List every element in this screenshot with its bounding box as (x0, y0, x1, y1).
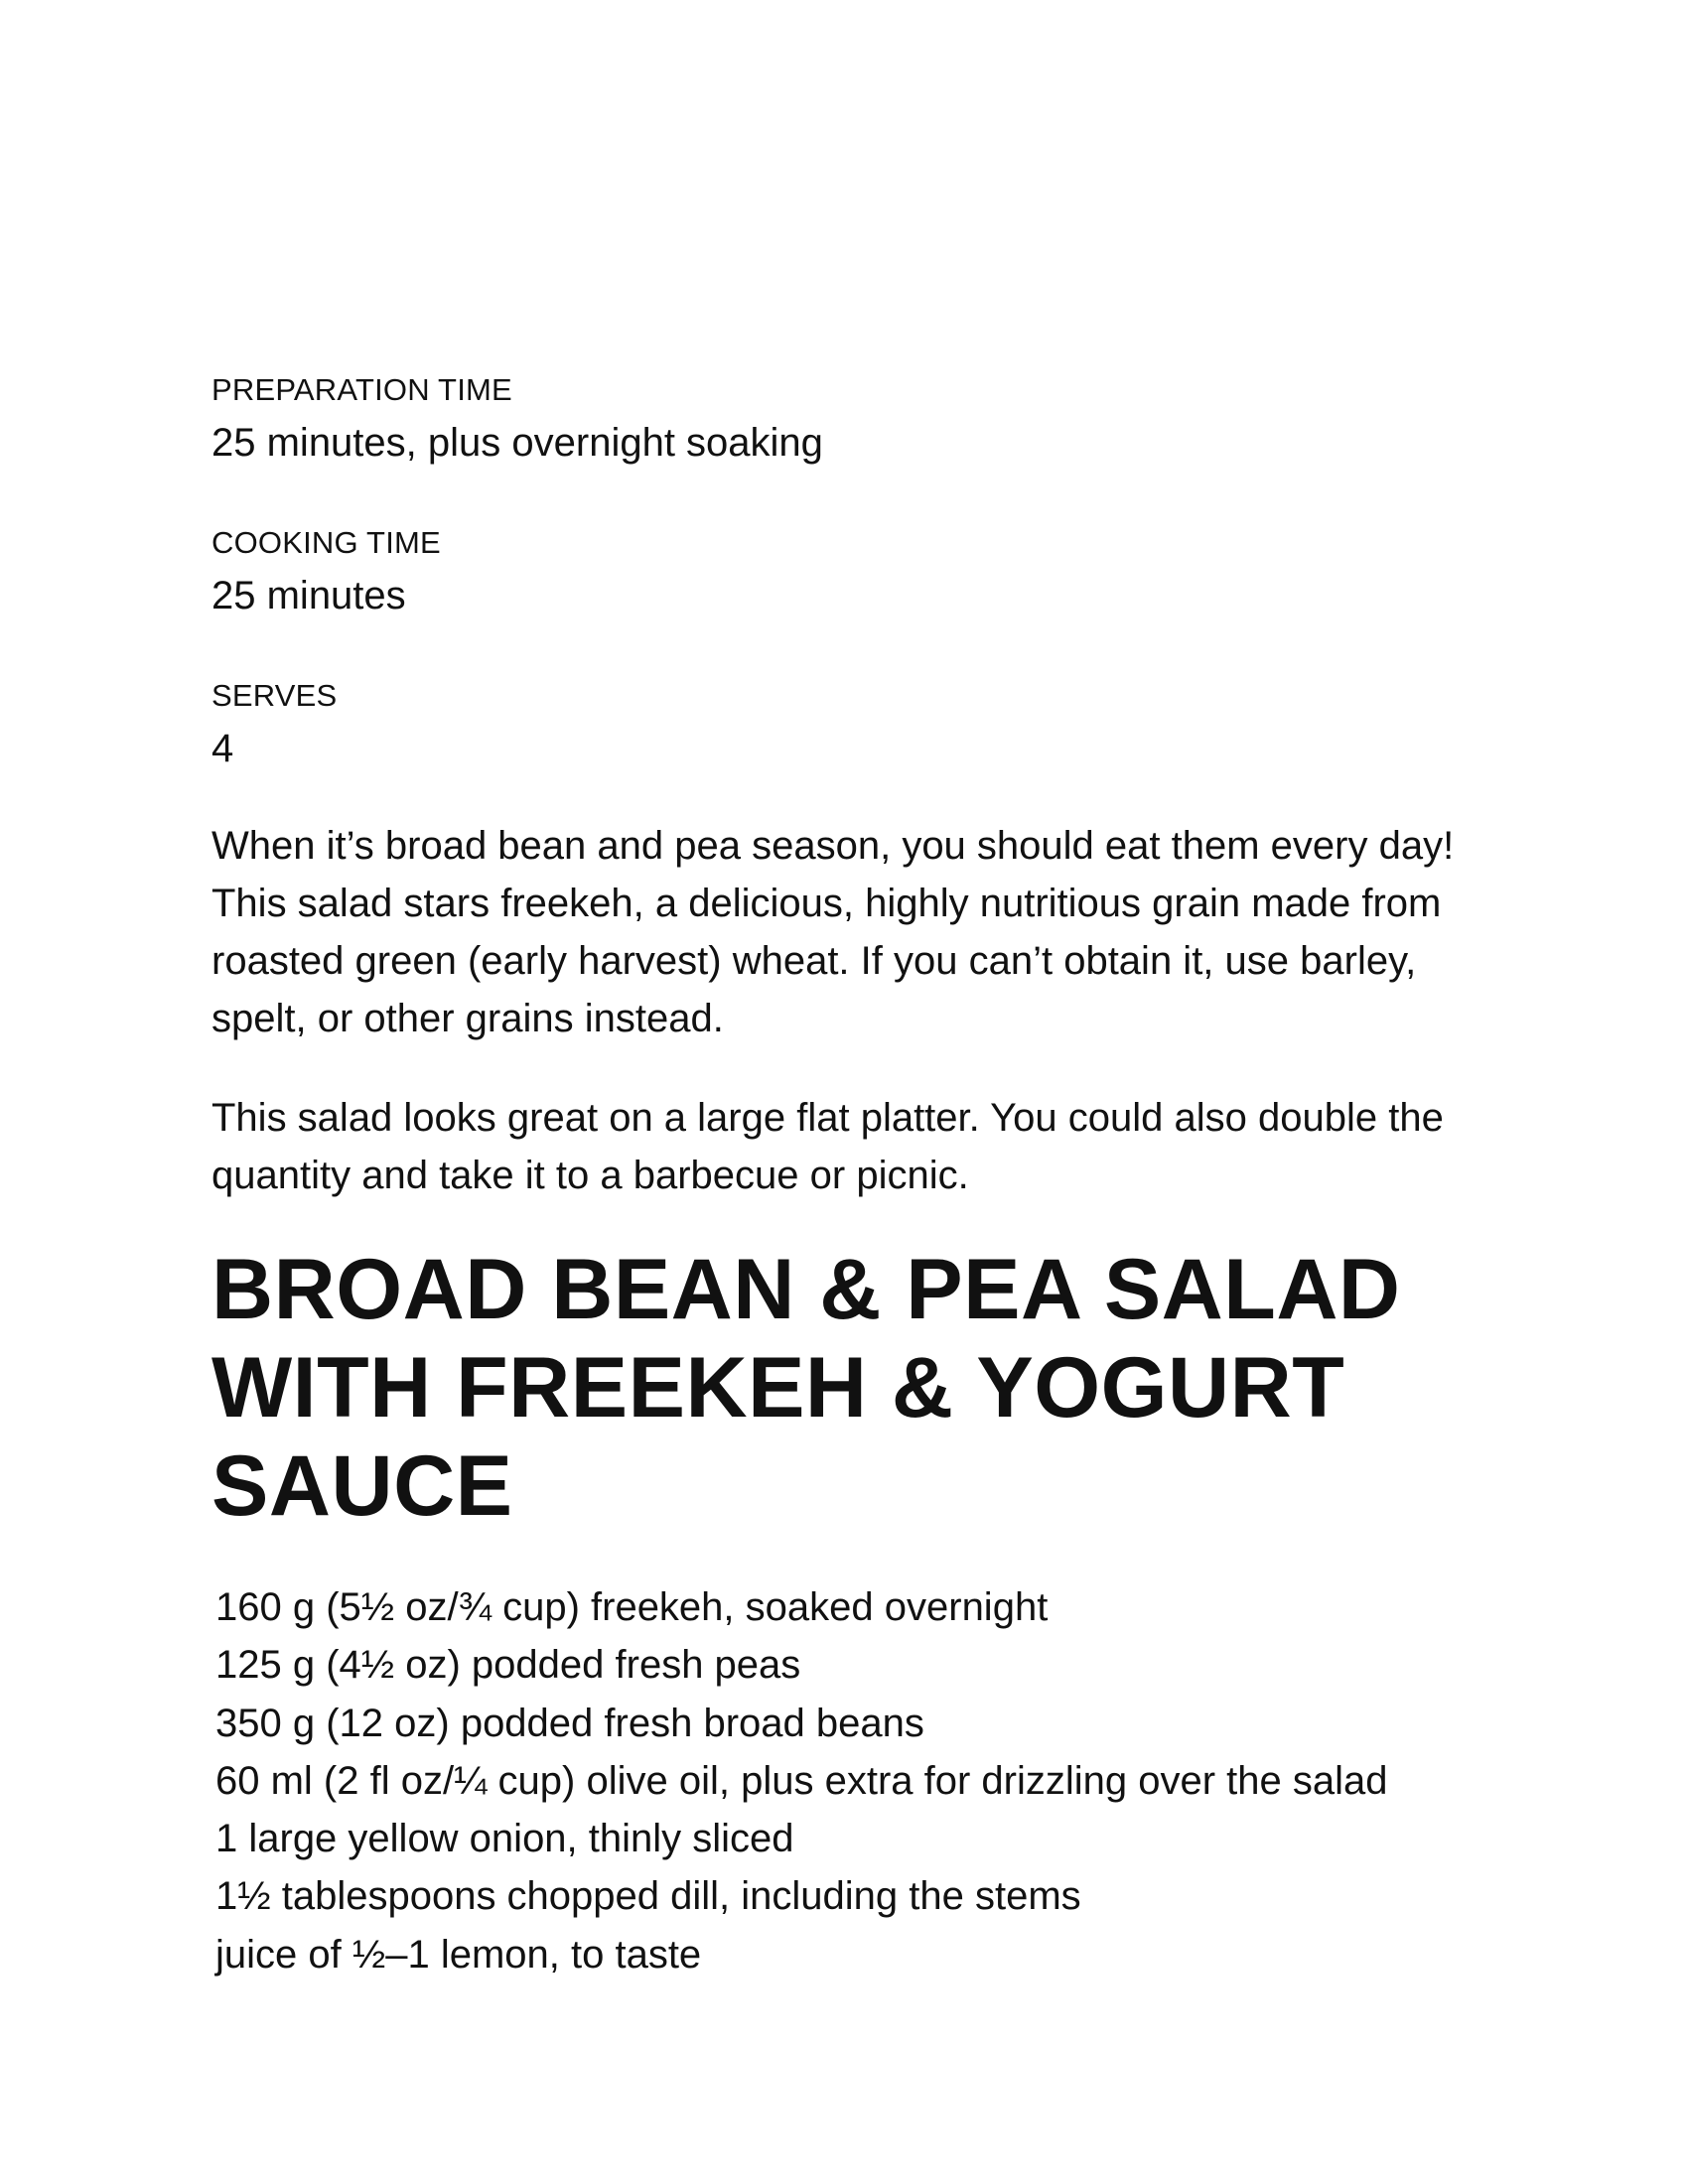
ingredient-item: 60 ml (2 fl oz/¼ cup) olive oil, plus extra for drizzling over the salad (215, 1758, 1388, 1803)
cook-time-value: 25 minutes (211, 574, 406, 617)
recipe-title-line-1: BROAD BEAN & PEA SALAD (211, 1242, 1401, 1337)
recipe-title-line-3: SAUCE (211, 1438, 513, 1534)
ingredients-list (215, 1578, 1388, 1983)
ingredient-item: 1½ tablespoons chopped dill, including the stems (215, 1874, 1081, 1919)
ingredient-item: 1 large yellow onion, thinly sliced (215, 1817, 794, 1861)
ingredient-item: 160 g (5½ oz/¾ cup) freekeh, soaked overnight (215, 1585, 1049, 1629)
recipe-title-line-2: WITH FREEKEH & YOGURT (211, 1340, 1345, 1435)
prep-time-label: PREPARATION TIME (211, 372, 512, 407)
ingredient-item: 350 g (12 oz) podded fresh broad beans (215, 1701, 924, 1745)
serves-label: SERVES (211, 678, 338, 713)
ingredient-item: 125 g (4½ oz) podded fresh peas (215, 1643, 801, 1688)
prep-time-value: 25 minutes, plus overnight soaking (211, 421, 823, 465)
cook-time-label: COOKING TIME (211, 525, 441, 560)
recipe-title (211, 1241, 1502, 1536)
recipe-page (211, 0, 1502, 2184)
ingredient-item: juice of ½–1 lemon, to taste (215, 1932, 702, 1977)
intro-paragraph-2: This salad looks great on a large flat platter. You could also double the quantity and take it to a barbecue or picnic. (211, 1096, 1444, 1197)
serves-value: 4 (211, 727, 234, 770)
intro-paragraph-1: When it’s broad bean and pea season, you should eat them every day! This salad stars freekeh, a delicious, highly nutritious grain made from roasted green (early harvest) wheat. If you can’t obtain it, use barley, spelt, or other grains instead. (211, 824, 1455, 1040)
